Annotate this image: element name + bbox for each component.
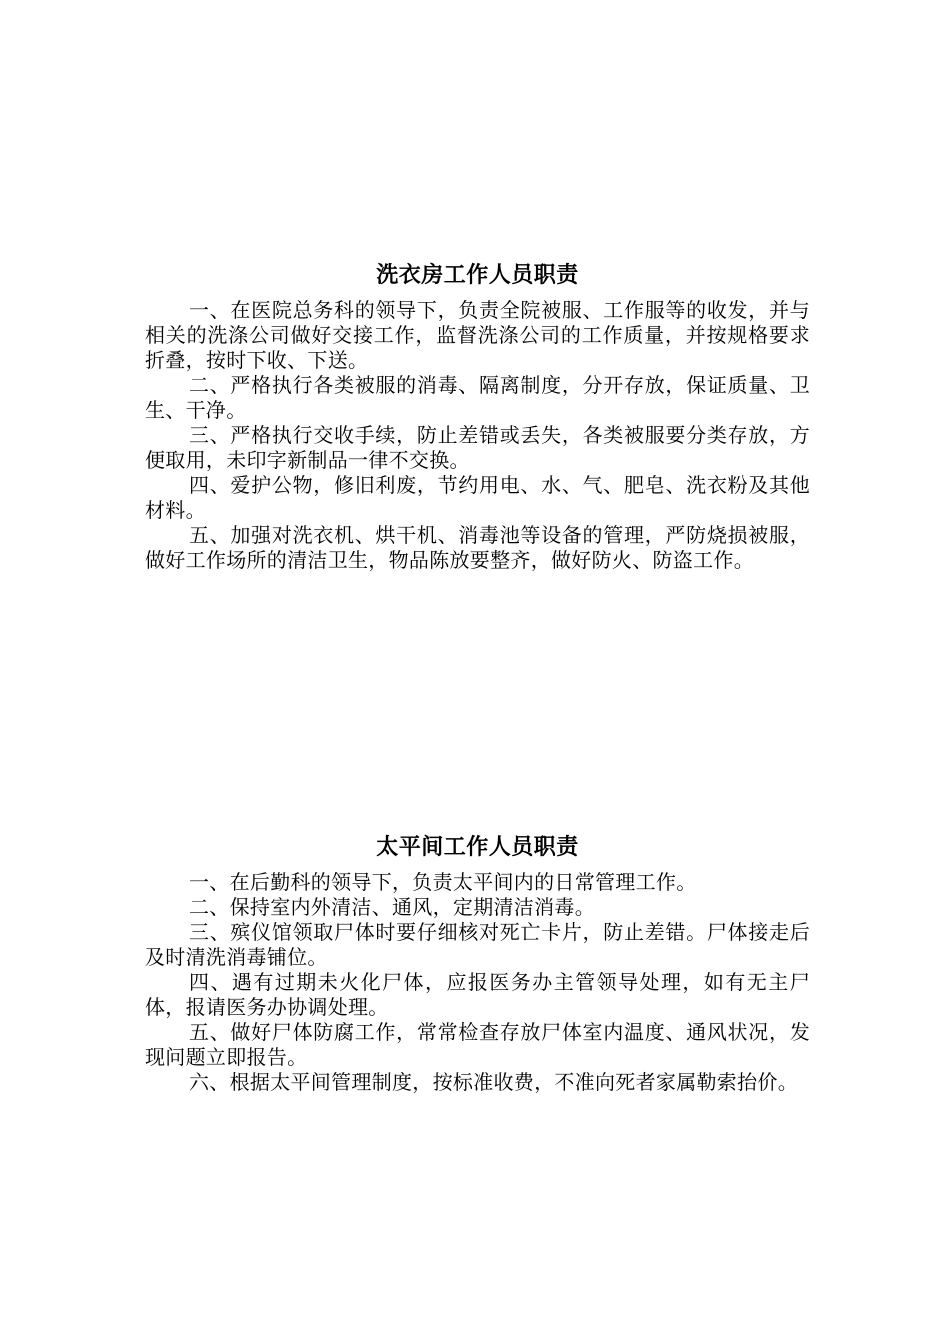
section-title: 洗衣房工作人员职责 (376, 262, 579, 288)
duty-paragraph: 四、遇有过期未火化尸体，应报医务办主管领导处理，如有无主尸体，报请医务办协调处理。 (145, 970, 810, 1019)
duty-paragraph: 六、根据太平间管理制度，按标准收费，不准向死者家属勒索抬价。 (189, 1070, 798, 1094)
duty-paragraph: 一、在医院总务科的领导下，负责全院被服、工作服等的收发，并与相关的洗涤公司做好交接工作，监督洗涤公司的工作质量，并按规格要求折叠，按时下收、下送。 (145, 298, 810, 372)
duty-paragraph: 三、殡仪馆领取尸体时要仔细核对死亡卡片，防止差错。尸体接走后及时清洗消毒铺位。 (145, 920, 810, 969)
duty-paragraph: 一、在后勤科的领导下，负责太平间内的日常管理工作。 (189, 870, 697, 894)
duty-paragraph: 五、加强对洗衣机、烘干机、消毒池等设备的管理，严防烧损被服，做好工作场所的清洁卫生，物品陈放要整齐，做好防火、防盗工作。 (145, 523, 810, 572)
duty-paragraph: 二、保持室内外清洁、通风，定期清洁消毒。 (189, 895, 595, 919)
duty-paragraph: 三、严格执行交收手续，防止差错或丢失，各类被服要分类存放，方便取用，未印字新制品一律不交换。 (145, 423, 810, 472)
section-title: 太平间工作人员职责 (376, 834, 579, 860)
laundry-duties-section (145, 260, 810, 573)
duty-paragraph: 二、严格执行各类被服的消毒、隔离制度，分开存放，保证质量、卫生、干净。 (145, 373, 810, 422)
mortuary-duties-section (145, 832, 810, 1095)
duty-paragraph: 五、做好尸体防腐工作，常常检查存放尸体室内温度、通风状况，发现问题立即报告。 (145, 1020, 810, 1069)
duty-paragraph: 四、爱护公物，修旧利废，节约用电、水、气、肥皂、洗衣粉及其他材料。 (145, 473, 810, 522)
